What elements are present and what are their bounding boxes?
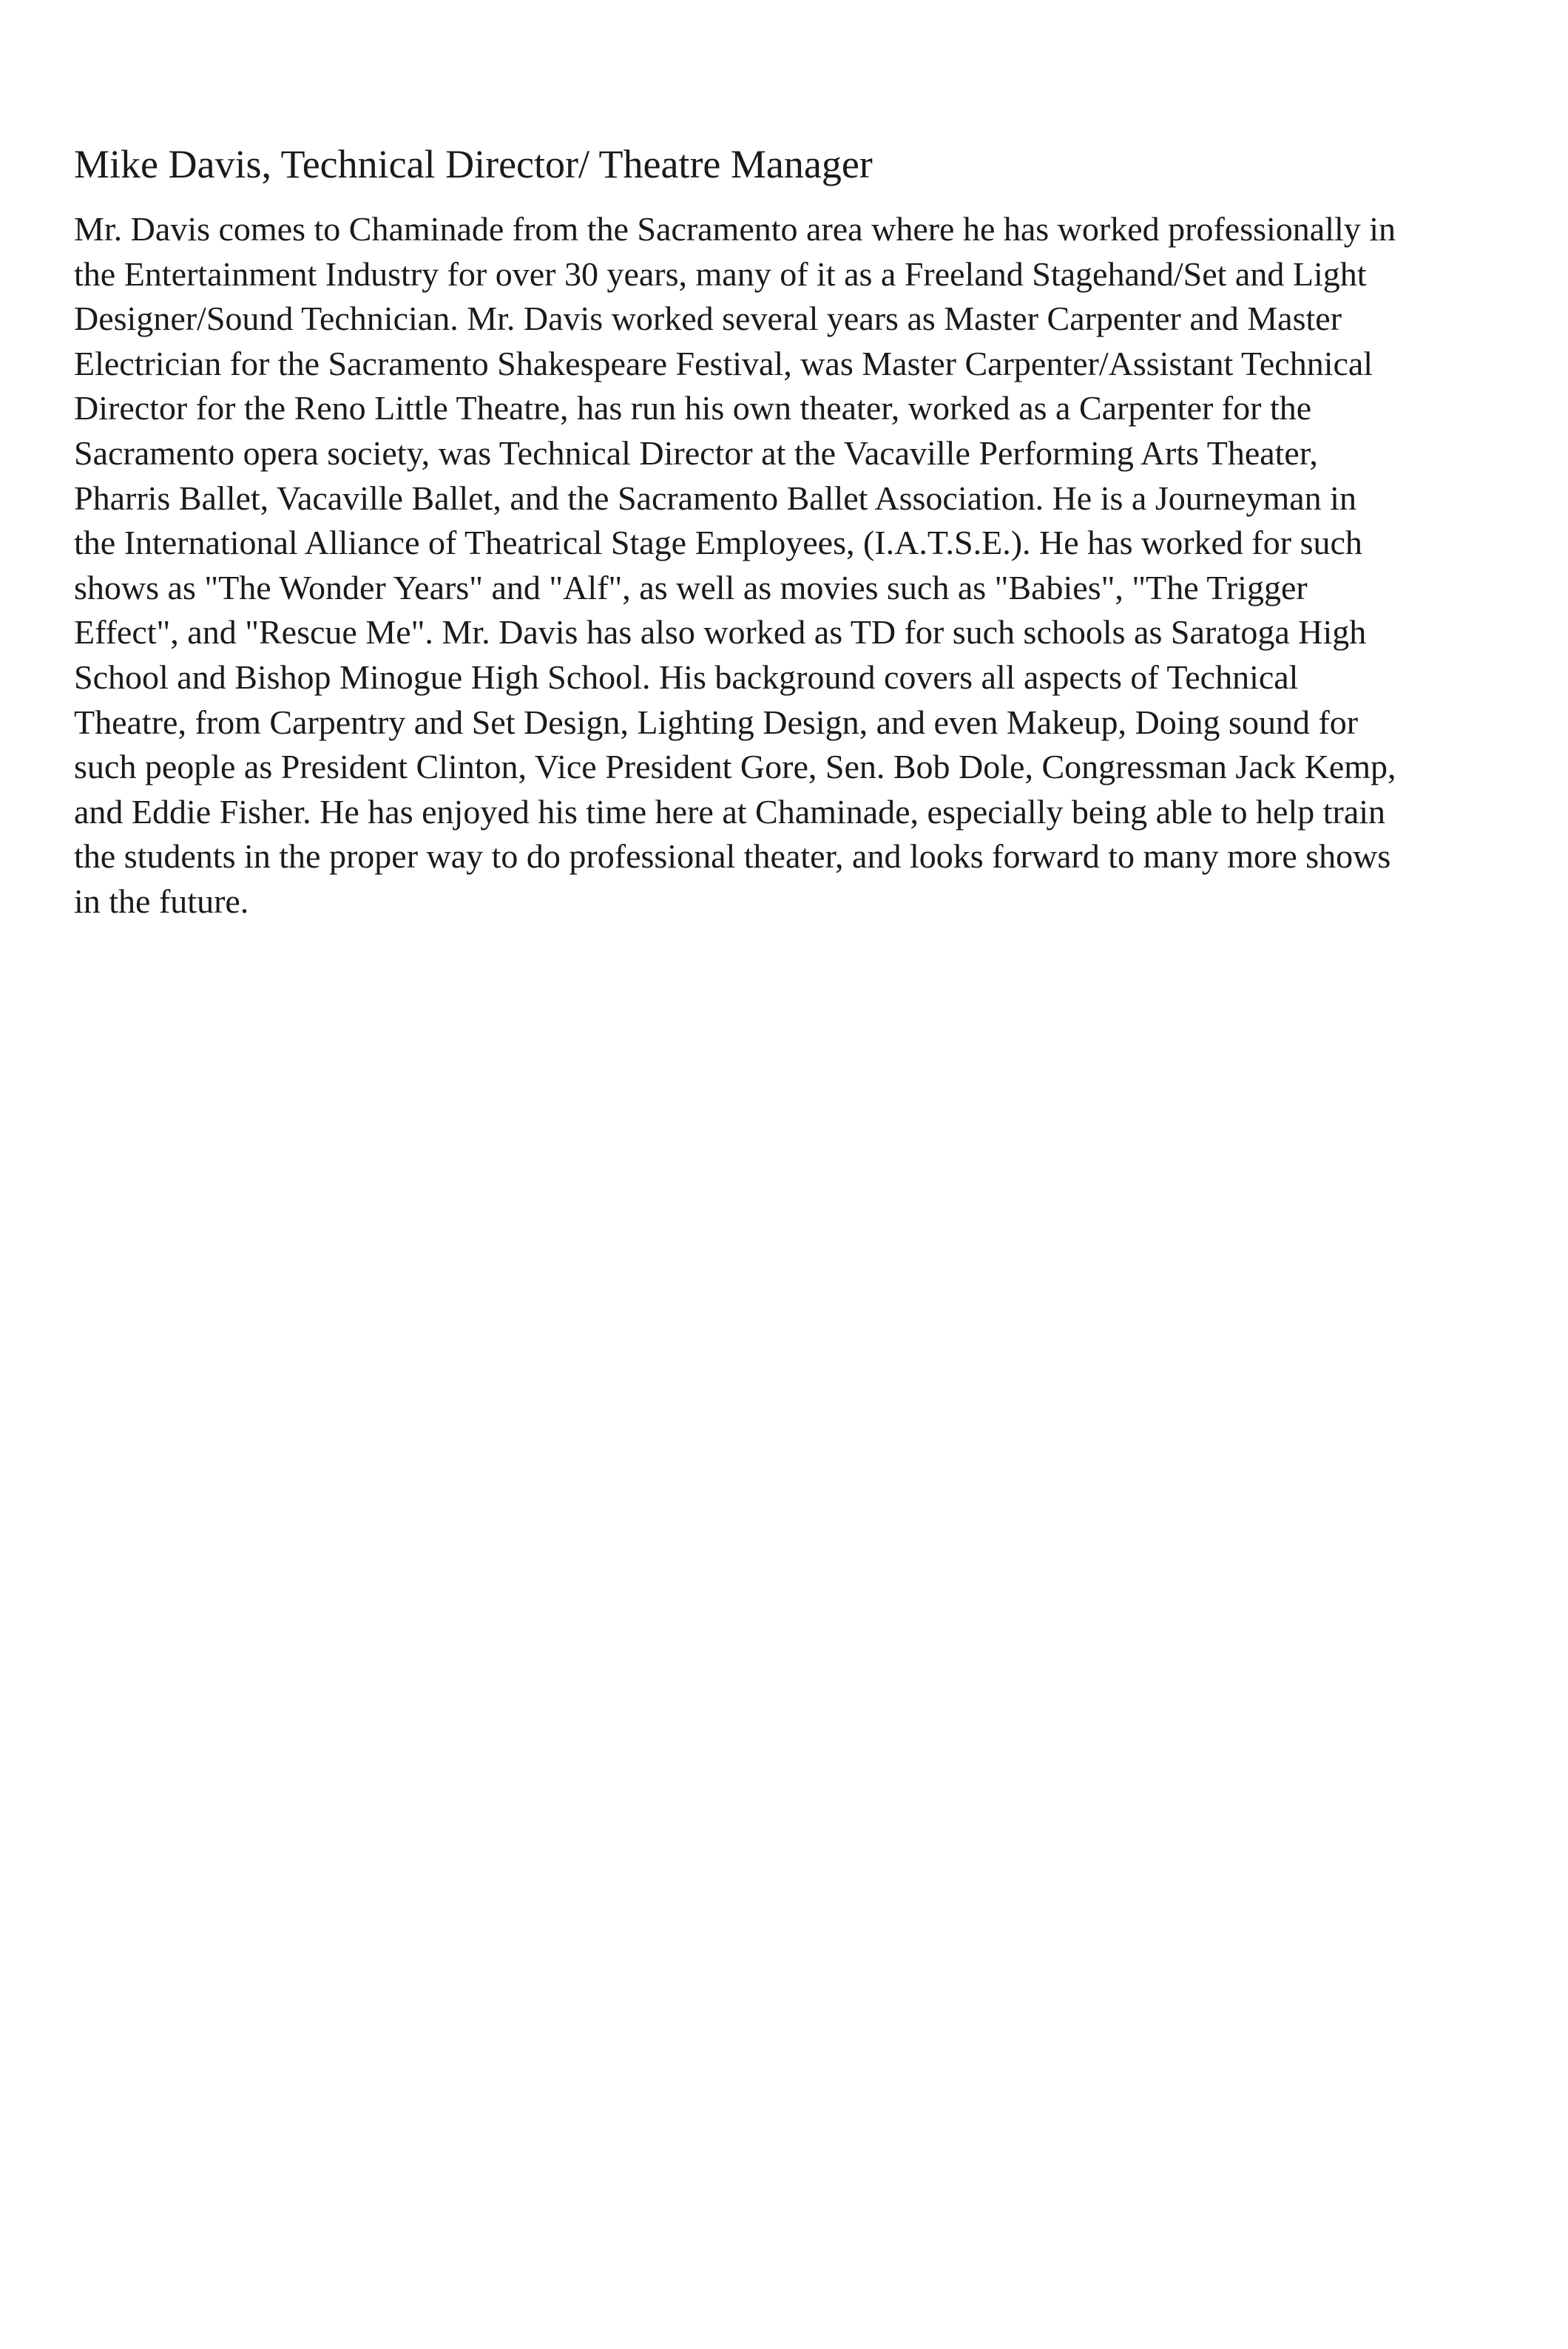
bio-line: Pharris Ballet, Vacaville Ballet, and the Sacramento Ballet Association. He is a Journeyman in bbox=[74, 479, 1356, 517]
bio-line: School and Bishop Minogue High School. His background covers all aspects of Technical bbox=[74, 658, 1299, 696]
staff-bio-paragraph bbox=[74, 207, 1494, 925]
bio-line: Electrician for the Sacramento Shakespeare Festival, was Master Carpenter/Assistant Technical bbox=[74, 344, 1373, 382]
bio-line: and Eddie Fisher. He has enjoyed his time here at Chaminade, especially being able to help train bbox=[74, 792, 1386, 831]
bio-line: the International Alliance of Theatrical Stage Employees, (I.A.T.S.E.). He has worked for such bbox=[74, 524, 1362, 562]
bio-line: Sacramento opera society, was Technical Director at the Vacaville Performing Arts Theater, bbox=[74, 433, 1318, 472]
bio-line: the students in the proper way to do professional theater, and looks forward to many more shows bbox=[74, 837, 1391, 876]
bio-line: in the future. bbox=[74, 882, 249, 920]
staff-name-heading: Mike Davis, Technical Director/ Theatre Manager bbox=[74, 142, 873, 186]
bio-line: Mr. Davis comes to Chaminade from the Sacramento area where he has worked professionally in bbox=[74, 210, 1396, 248]
bio-line: Designer/Sound Technician. Mr. Davis worked several years as Master Carpenter and Master bbox=[74, 300, 1342, 338]
bio-line: shows as "The Wonder Years" and "Alf", as well as movies such as "Babies", "The Trigger bbox=[74, 568, 1308, 606]
bio-line: the Entertainment Industry for over 30 years, many of it as a Freeland Stagehand/Set and Light bbox=[74, 254, 1367, 293]
bio-line: such people as President Clinton, Vice President Gore, Sen. Bob Dole, Congressman Jack Kemp, bbox=[74, 748, 1396, 786]
bio-line: Theatre, from Carpentry and Set Design, Lighting Design, and even Makeup, Doing sound for bbox=[74, 703, 1359, 741]
bio-line: Director for the Reno Little Theatre, has run his own theater, worked as a Carpenter for the bbox=[74, 389, 1312, 427]
staff-profile bbox=[74, 141, 1494, 925]
bio-line: Effect", and "Rescue Me". Mr. Davis has also worked as TD for such schools as Saratoga High bbox=[74, 613, 1367, 652]
